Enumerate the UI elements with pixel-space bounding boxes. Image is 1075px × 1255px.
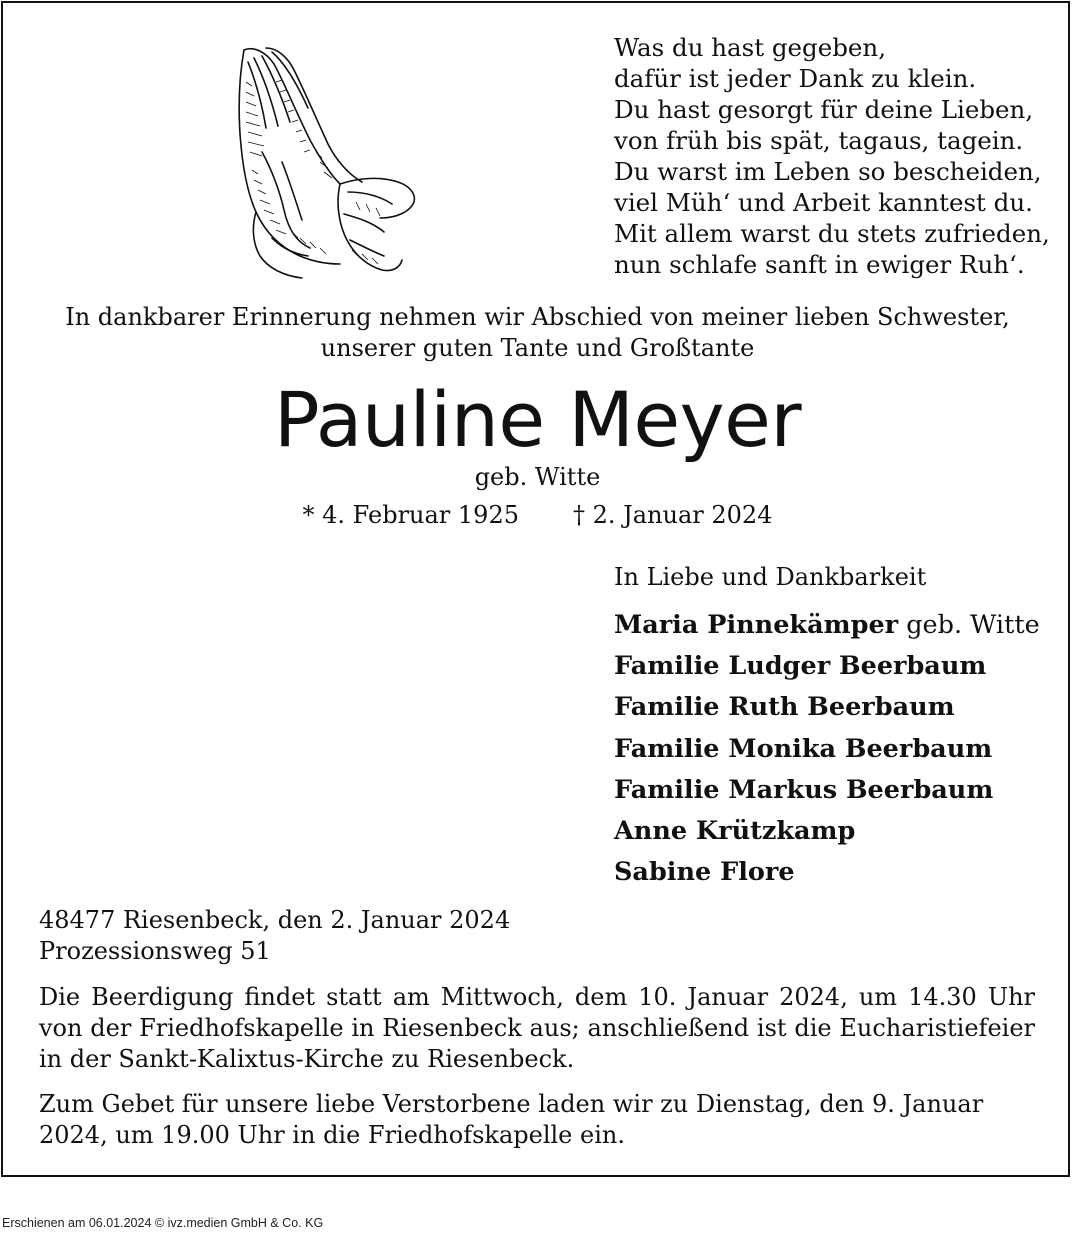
praying-hands-icon bbox=[232, 42, 420, 282]
mourner-item bbox=[614, 605, 1054, 646]
mourner-item bbox=[614, 729, 1054, 770]
mourner-item bbox=[614, 687, 1054, 728]
poem-line: Mit allem warst du stets zufrieden, bbox=[614, 219, 1050, 248]
death-date: † 2. Januar 2024 bbox=[572, 501, 773, 529]
address-line-street: Prozessionsweg 51 bbox=[39, 937, 271, 965]
mourner-name: Familie Markus Beerbaum bbox=[614, 774, 994, 805]
mourner-name: Maria Pinnekämper bbox=[614, 610, 899, 640]
life-dates bbox=[0, 500, 1075, 531]
mourner-name: Anne Krützkamp bbox=[614, 816, 856, 847]
mourner-name: Familie Ludger Beerbaum bbox=[614, 651, 987, 682]
poem-line: dafür ist jeder Dank zu klein. bbox=[614, 64, 977, 93]
farewell-intro-line2: unserer guten Tante und Großtante bbox=[320, 334, 755, 362]
poem bbox=[614, 32, 1054, 280]
mourner-item bbox=[614, 770, 1054, 811]
funeral-notice: Die Beerdigung findet statt am Mittwoch, dem 10. Januar 2024, um 14.30 Uhr von der Friedhofskapelle in Riesenbeck aus; anschließend ist die Eucharistiefeier in der Sankt-Kalixtus-Kirche zu Riesenbeck. bbox=[39, 983, 1035, 1073]
deceased-name: Pauline Meyer bbox=[273, 375, 802, 464]
publication-footer: Erschienen am 06.01.2024 © ivz.medien GmbH & Co. KG bbox=[2, 1216, 324, 1230]
poem-line: viel Müh‘ und Arbeit kanntest du. bbox=[614, 188, 1033, 217]
maiden-name: geb. Witte bbox=[474, 463, 601, 491]
poem-line: Du warst im Leben so bescheiden, bbox=[614, 157, 1042, 186]
farewell-intro-line1: In dankbarer Erinnerung nehmen wir Abschied von meiner lieben Schwester, bbox=[65, 303, 1010, 331]
mourner-name: Familie Ruth Beerbaum bbox=[614, 692, 955, 723]
poem-line: nun schlafe sanft in ewiger Ruh‘. bbox=[614, 250, 1025, 279]
poem-line: von früh bis spät, tagaus, tagein. bbox=[614, 126, 1024, 155]
mourners-intro: In Liebe und Dankbarkeit bbox=[614, 563, 927, 591]
farewell-intro bbox=[0, 302, 1075, 364]
mourner-name: Familie Monika Beerbaum bbox=[614, 733, 993, 764]
mourner-item bbox=[614, 811, 1054, 852]
address-block bbox=[39, 905, 510, 967]
poem-line: Du hast gesorgt für deine Lieben, bbox=[614, 95, 1034, 124]
mourner-name: Sabine Flore bbox=[614, 857, 795, 888]
mourner-item bbox=[614, 646, 1054, 687]
address-line-place-date: 48477 Riesenbeck, den 2. Januar 2024 bbox=[39, 906, 511, 934]
mourner-item bbox=[614, 852, 1054, 893]
prayer-notice: Zum Gebet für unsere liebe Verstorbene laden wir zu Dienstag, den 9. Januar 2024, um 19.00 Uhr in die Friedhofskapelle ein. bbox=[39, 1090, 984, 1149]
birth-date: * 4. Februar 1925 bbox=[302, 501, 519, 529]
mourners-list bbox=[614, 605, 1054, 893]
poem-line: Was du hast gegeben, bbox=[614, 33, 886, 62]
mourner-extra: geb. Witte bbox=[898, 610, 1040, 640]
